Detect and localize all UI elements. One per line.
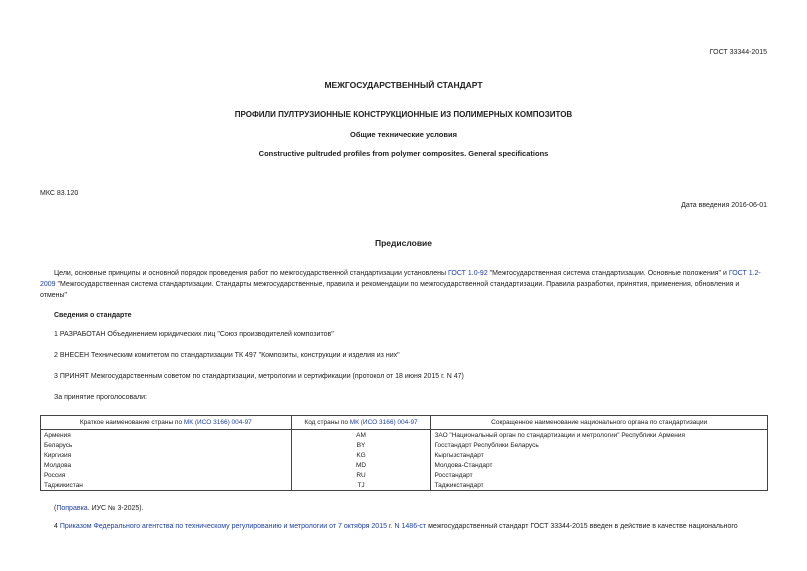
- item-introduced: 2 ВНЕСЕН Техническим комитетом по стандартизации ТК 497 "Композиты, конструкции и изделия из них": [54, 352, 400, 359]
- amendment-note: (Поправка. ИУС № 3-2025).: [54, 505, 144, 512]
- column-header-code: Код страны по МК (ИСО 3166) 004-97: [291, 416, 431, 430]
- preface-heading: Предисловие: [374, 238, 433, 248]
- standard-type-heading: МЕЖГОСУДАРСТВЕННЫЙ СТАНДАРТ: [324, 80, 483, 90]
- body-cell: Росстандарт: [431, 470, 768, 480]
- introduction-date: Дата введения 2016-06-01: [681, 202, 767, 209]
- gost-1-2-link[interactable]: ГОСТ 1.2-2009: [40, 270, 761, 288]
- code-cell: MD: [291, 460, 431, 470]
- order-link[interactable]: Приказом Федерального агентства по техническому регулированию и метрологии от 7 октября 2015 г. N 1486-ст: [59, 523, 427, 530]
- document-number: ГОСТ 33344-2015: [709, 49, 767, 56]
- mk-iso-link[interactable]: МК (ИСО 3166) 004-97: [349, 419, 418, 426]
- table-row: [41, 480, 768, 491]
- paragraph-text: "Межгосударственная система стандартизации. Стандарты межгосударственные, правила и рекомендации по межгосударственной стандартизации. Правила разработки, принятия, применения, обновления и отмены": [40, 281, 740, 299]
- paragraph-text: "Межгосударственная система стандартизации. Основные положения" и: [487, 270, 729, 277]
- mk-iso-link[interactable]: МК (ИСО 3166) 004-97: [183, 419, 252, 426]
- body-cell: Кыргызстандарт: [431, 450, 768, 460]
- body-cell: Молдова-Стандарт: [431, 460, 768, 470]
- column-header-country: Краткое наименование страны по МК (ИСО 3166) 004-97: [41, 416, 292, 430]
- document-title: ПРОФИЛИ ПУЛТРУЗИОННЫЕ КОНСТРУКЦИОННЫЕ ИЗ ПОЛИМЕРНЫХ КОМПОЗИТОВ: [234, 110, 573, 119]
- code-cell: TJ: [291, 480, 431, 491]
- paragraph-text: Цели, основные принципы и основной порядок проведения работ по межгосударственной стандартизации установлены: [54, 270, 448, 277]
- voted-label: За принятие проголосовали:: [54, 394, 147, 401]
- body-cell: Госстандарт Республики Беларусь: [431, 440, 768, 450]
- code-cell: AM: [291, 430, 431, 441]
- voting-countries-table: [40, 415, 768, 491]
- mks-code: МКС 83.120: [40, 190, 79, 197]
- standard-info-heading: Сведения о стандарте: [54, 312, 132, 319]
- gost-1-0-link[interactable]: ГОСТ 1.0-92: [447, 270, 488, 277]
- item-adopted: 3 ПРИНЯТ Межгосударственным советом по стандартизации, метрологии и сертификации (протокол от 18 июня 2015 г. N 47): [54, 373, 464, 380]
- code-cell: RU: [291, 470, 431, 480]
- preface-paragraph: [40, 268, 768, 301]
- body-cell: ЗАО "Национальный орган по стандартизации и метрологии" Республики Армения: [431, 430, 768, 441]
- table-row: [41, 460, 768, 470]
- document-subtitle: Общие технические условия: [350, 130, 457, 139]
- table-row: [41, 440, 768, 450]
- code-cell: KG: [291, 450, 431, 460]
- code-cell: BY: [291, 440, 431, 450]
- body-cell: Таджикстандарт: [431, 480, 768, 491]
- country-cell: Таджикистан: [41, 480, 292, 491]
- column-header-body: Сокращенное наименование национального органа по стандартизации: [431, 416, 768, 430]
- item-developed: 1 РАЗРАБОТАН Объединением юридических лиц "Союз производителей композитов": [54, 331, 334, 338]
- table-row: [41, 470, 768, 480]
- amendment-link[interactable]: Поправка: [56, 505, 88, 512]
- country-cell: Киргизия: [41, 450, 292, 460]
- table-row: [41, 430, 768, 441]
- country-cell: Молдова: [41, 460, 292, 470]
- english-title: Constructive pultruded profiles from polymer composites. General specifications: [258, 149, 549, 158]
- table-row: [41, 450, 768, 460]
- country-cell: Россия: [41, 470, 292, 480]
- item-enacted: 4 Приказом Федерального агентства по техническому регулированию и метрологии от 7 октября 2015 г. N 1486-ст межгосударственный стандарт ГОСТ 33344-2015 введен в действие в качестве национального: [54, 523, 738, 530]
- country-cell: Армения: [41, 430, 292, 441]
- country-cell: Беларусь: [41, 440, 292, 450]
